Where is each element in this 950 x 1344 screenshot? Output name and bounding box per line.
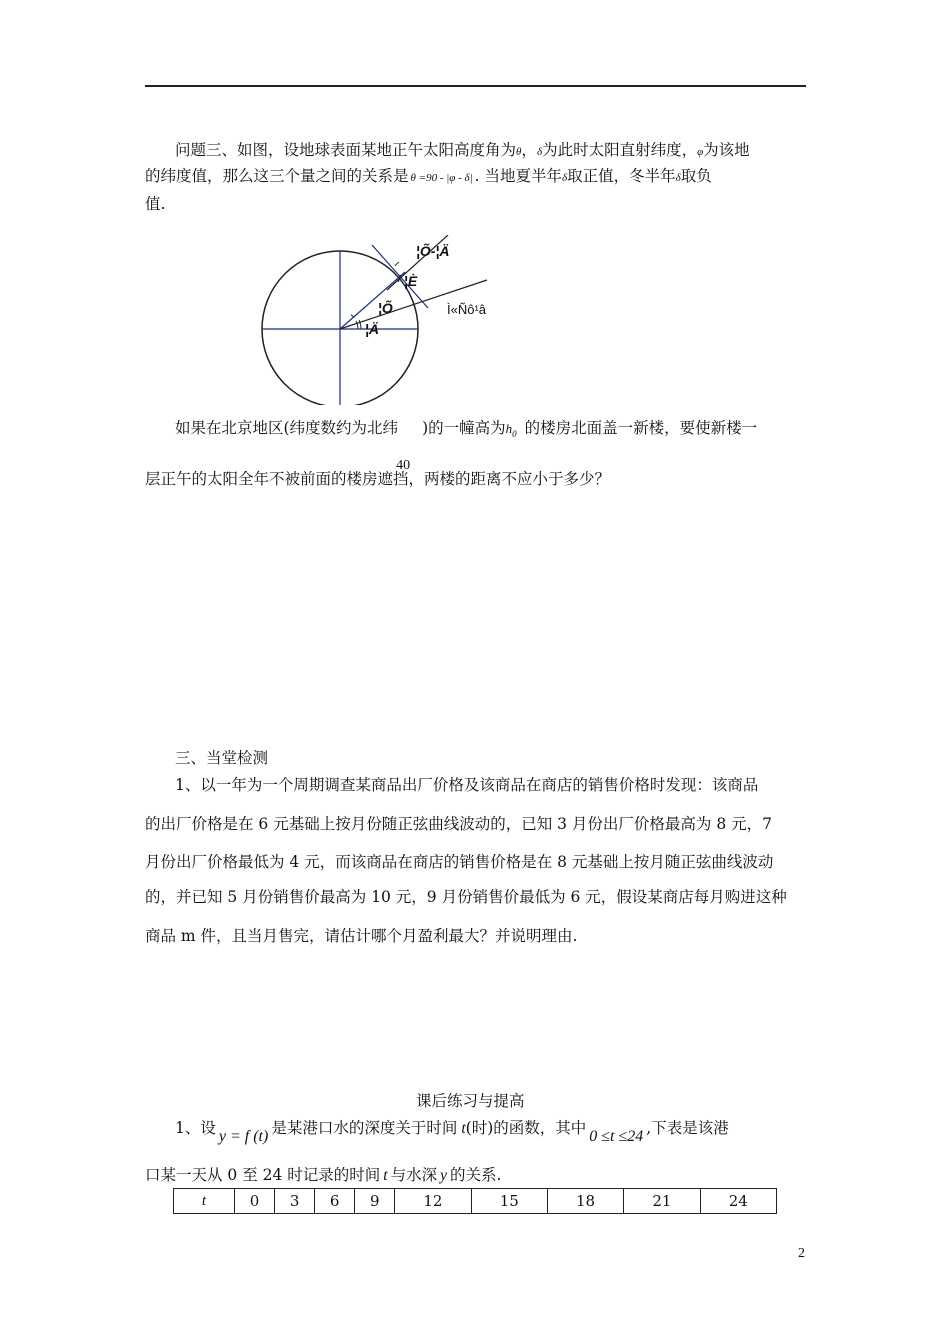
figure-label-phi: ¦Õ: [378, 300, 393, 316]
table-cell: 9: [355, 1189, 395, 1214]
table-cell: 21: [624, 1189, 700, 1214]
table-row: [174, 1189, 777, 1214]
section3-line3: 月份出厂价格最低为 4 元，而该商品在商店的销售价格是在 8 元基础上按月随正弦曲线波动: [145, 853, 774, 871]
figure-label-sunlight: Ì«Ñô¹â: [447, 302, 487, 317]
after-heading: 课后练习与提高: [416, 1092, 525, 1110]
problem3-line3: 值.: [145, 195, 166, 213]
beijing-line1: 如果在北京地区(纬度数约为北纬 40 )的一幢高为$h_0$ 的楼房北面盖一新楼，要使新楼一: [175, 419, 758, 474]
beijing-line2: 层正午的太阳全年不被前面的楼房遮挡，两楼的距离不应小于多少？: [145, 470, 611, 488]
header-rule: [145, 85, 806, 87]
table-header-cell: t: [174, 1189, 235, 1214]
phi-arc: [351, 315, 354, 317]
page-number: 2: [798, 1246, 805, 1261]
figure-label-top: ¦Õ-¦Ä: [416, 243, 450, 259]
section3-line2: 的出厂价格是在 6 元基础上按月份随正弦曲线波动的，已知 3 月份出厂价格最高为 8 元，7: [145, 815, 773, 833]
earth-diagram: [250, 235, 530, 405]
section3-heading: 三、当堂检测: [175, 749, 269, 767]
after-q1-line1: 1、设 y = f (t) 是某港口水的深度关于时间 t(时)的函数，其中 0 ≤t ≤24 ,下表是该港: [175, 1119, 729, 1145]
problem3-line2: 的纬度值，那么这三个量之间的关系是 θ =90 - |φ - δ| . 当地夏半年δ取正值，冬半年δ取负: [145, 167, 712, 185]
section3-line4: 的，并已知 5 月份销售价最高为 10 元，9 月份销售价最低为 6 元，假设某商店每月购进这种: [145, 888, 787, 906]
table-cell: 15: [471, 1189, 547, 1214]
table-cell: 3: [275, 1189, 315, 1214]
table-cell: 24: [700, 1189, 776, 1214]
section3-line5: 商品 m 件，且当月售完，请估计哪个月盈利最大？并说明理由.: [145, 927, 578, 945]
table-cell: 6: [315, 1189, 355, 1214]
after-q1-line2: 口某一天从 0 至 24 时记录的时间 t 与水深 y 的关系.: [145, 1166, 502, 1184]
table-cell: 0: [235, 1189, 275, 1214]
delta-arc-2: [359, 320, 361, 329]
depth-table: [173, 1188, 777, 1214]
table-cell: 18: [547, 1189, 623, 1214]
problem3-line1: 问题三、如图，设地球表面某地正午太阳高度角为θ，δ为此时太阳直射纬度，φ为该地: [175, 141, 750, 159]
table-cell: 12: [395, 1189, 471, 1214]
section3-line1: 1、以一年为一个周期调查某商品出厂价格及该商品在商店的销售价格时发现：该商品: [175, 776, 759, 794]
top-arc: [395, 262, 399, 266]
figure-label-delta: ¦Ä: [365, 321, 380, 337]
delta-arc: [356, 321, 358, 329]
figure-label-theta: ¦È: [404, 273, 418, 289]
